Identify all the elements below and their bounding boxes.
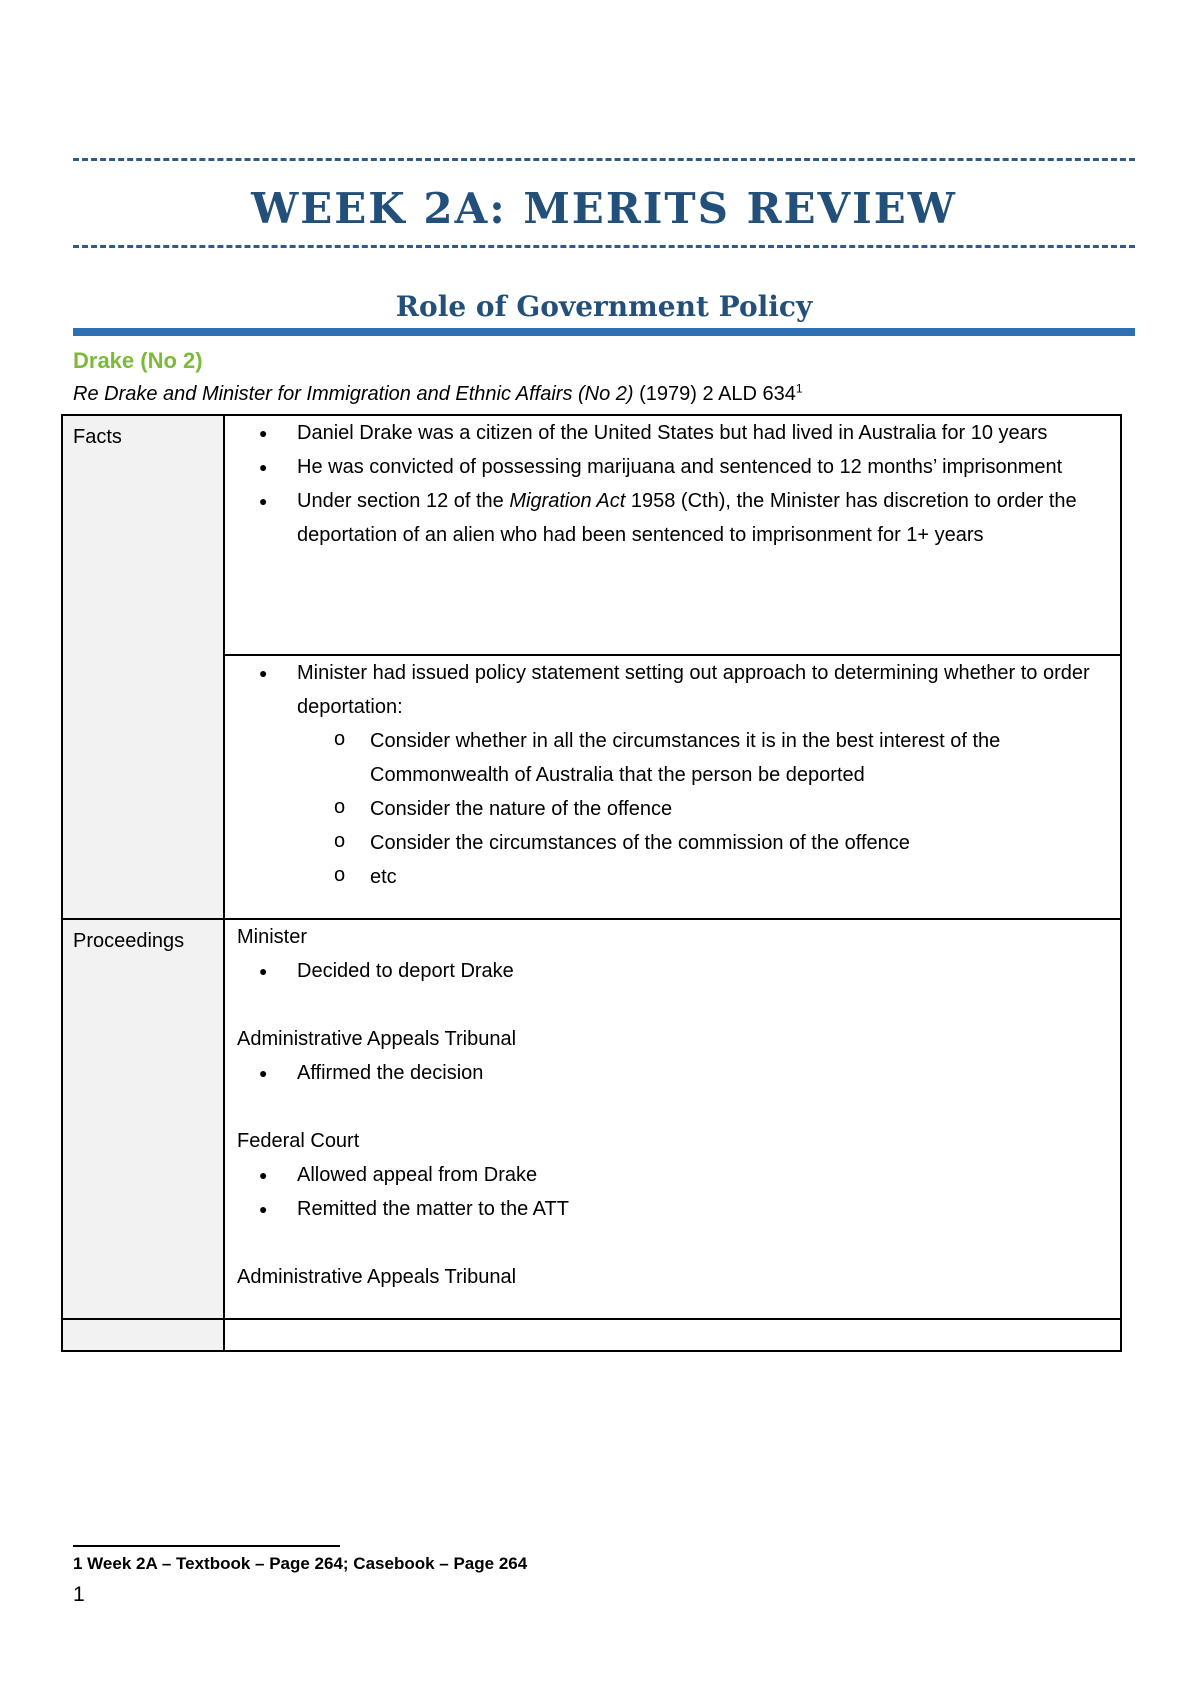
proceeding-body: Administrative Appeals Tribunal <box>237 1266 517 1288</box>
title-top-rule <box>73 158 1135 161</box>
policy-subitem: o Consider the circumstances of the commission of the offence <box>370 826 1108 860</box>
empty-content-cell <box>224 1319 1121 1351</box>
footnote-separator <box>73 1545 340 1547</box>
case-citation <box>73 380 803 408</box>
proceedings-cell <box>224 919 1121 1319</box>
policy-sublist <box>297 724 1108 894</box>
section-title: Role of Government Policy <box>395 290 813 323</box>
empty-label-cell <box>62 1319 224 1351</box>
proceeding-list <box>237 1056 1108 1090</box>
footnote-ref: 1 <box>795 381 803 396</box>
citation-title: Re Drake and Minister for Immigration and Ethnic Affairs (No 2) <box>73 383 634 405</box>
case-table <box>61 414 1122 1352</box>
proceeding-list <box>237 1158 1108 1226</box>
proceedings-label: Proceedings <box>62 919 224 1319</box>
empty-row <box>62 1319 1121 1351</box>
page-number: 1 <box>73 1583 85 1606</box>
proceeding-body: Minister <box>237 926 308 948</box>
policy-cell <box>224 655 1121 919</box>
proceeding-list <box>237 954 1108 988</box>
facts-label: Facts <box>62 415 224 919</box>
proceeding-item: ● Affirmed the decision <box>297 1056 1108 1090</box>
proceeding-body: Administrative Appeals Tribunal <box>237 1028 517 1050</box>
proceeding-item: ● Remitted the matter to the ATT <box>297 1192 1108 1226</box>
policy-list <box>237 656 1108 894</box>
facts-list <box>237 416 1108 552</box>
page-title: WEEK 2A: MERITS REVIEW <box>251 184 957 233</box>
policy-subitem: o Consider the nature of the offence <box>370 792 1108 826</box>
proceedings-row <box>62 919 1121 1319</box>
fact-item: ● Under section 12 of the Migration Act 1958 (Cth), the Minister has discretion to order the deportation of an alien who had been sentenced to imprisonment for 1+ years <box>297 484 1108 552</box>
facts-cell <box>224 415 1121 655</box>
proceeding-body: Federal Court <box>237 1130 360 1152</box>
policy-subitem: o Consider whether in all the circumstances it is in the best interest of the Commonwealth of Australia that the person be deported <box>370 724 1108 792</box>
case-heading: Drake (No 2) <box>73 348 203 373</box>
facts-row <box>62 415 1121 655</box>
act-name: Migration Act <box>509 490 626 512</box>
fact-item: ● He was convicted of possessing marijuana and sentenced to 12 months’ imprisonment <box>297 450 1108 484</box>
citation-reference: (1979) 2 ALD 634 <box>633 383 796 405</box>
proceeding-item: ● Decided to deport Drake <box>297 954 1108 988</box>
section-divider <box>73 328 1135 336</box>
policy-item: ● Minister had issued policy statement setting out approach to determining whether to order deportation: o Consider whether in all the circumstances it is in the best interest of the Commonwealth of Australia that the person be deported o Consider the nature of the offence o Consider the circumstances of the commission of the offence o etc <box>297 656 1108 894</box>
policy-subitem: o etc <box>370 860 1108 894</box>
footnote: 1 Week 2A – Textbook – Page 264; Casebook – Page 264 <box>73 1554 528 1573</box>
proceeding-item: ● Allowed appeal from Drake <box>297 1158 1108 1192</box>
title-bottom-rule <box>73 245 1135 248</box>
fact-item: ● Daniel Drake was a citizen of the United States but had lived in Australia for 10 years <box>297 416 1108 450</box>
